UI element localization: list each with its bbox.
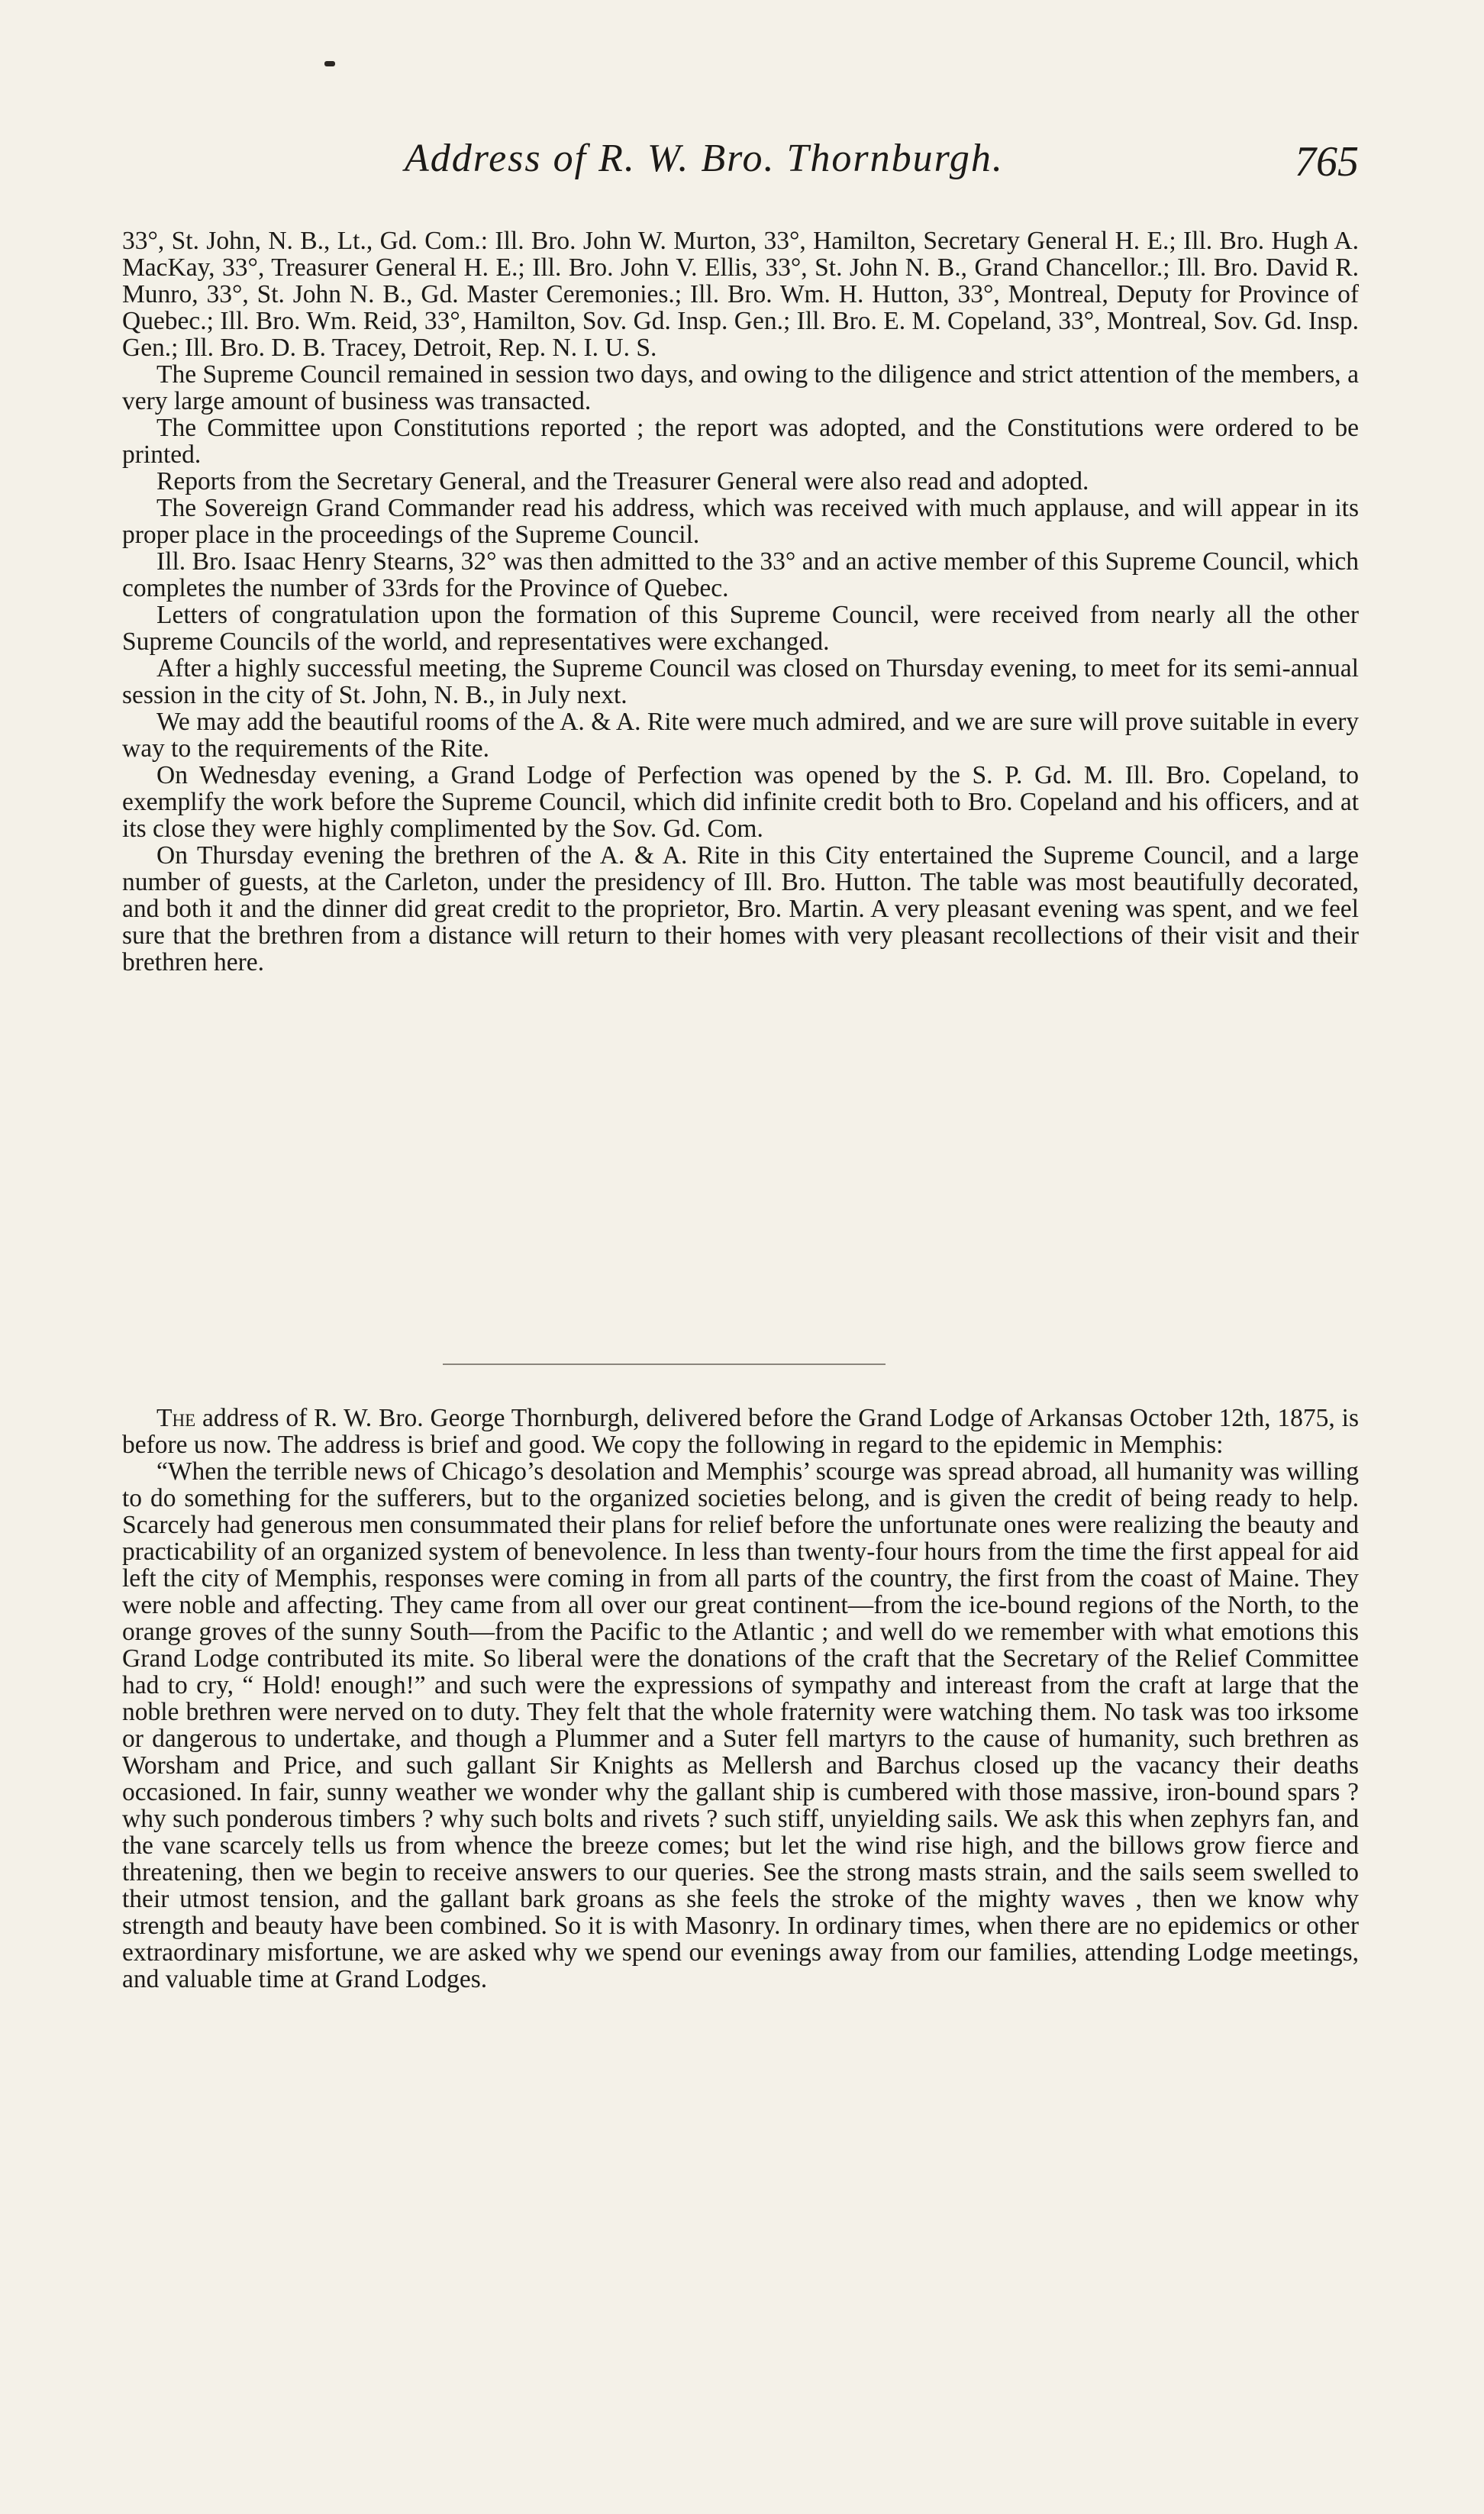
page-number: 765 <box>1295 138 1359 186</box>
running-title: Address of R. W. Bro. Thornburgh. <box>405 137 1004 180</box>
running-head <box>122 136 1359 197</box>
lead-word: The <box>156 1404 196 1432</box>
paragraph: The Committee upon Constitutions reported ; the report was adopted, and the Constitutions were ordered to be printed. <box>122 414 1359 469</box>
paragraph: Reports from the Secretary General, and the Treasurer General were also read and adopted. <box>156 467 1089 495</box>
section-supreme-council <box>122 228 1359 976</box>
paragraph: After a highly successful meeting, the Supreme Council was closed on Thursday evening, to meet for its semi-annual session in the city of St. John, N. B., in July next. <box>122 654 1359 709</box>
paragraph: 33°, St. John, N. B., Lt., Gd. Com.: Ill. Bro. John W. Murton, 33°, Hamilton, Secretary General H. E.; Ill. Bro. Hugh A. MacKay, 33°, Treasurer General H. E.; Ill. Bro. John V. Ellis, 33°, St. John N. B., Grand Chancellor.; Ill. Bro. David R. Munro, 33°, St. John N. B., Gd. Master Ceremonies.; Ill. Bro. Wm. H. Hutton, 33°, Montreal, Deputy for Province of Quebec.; Ill. Bro. Wm. Reid, 33°, Hamilton, Sov. Gd. Insp. Gen.; Ill. Bro. E. M. Copeland, 33°, Montreal, Sov. Gd. Insp. Gen.; Ill. Bro. D. B. Tracey, Detroit, Rep. N. I. U. S. <box>122 227 1359 362</box>
paragraph: On Thursday evening the brethren of the A. & A. Rite in this City entertained the Supreme Council, and a large number of guests, at the Carleton, under the presidency of Ill. Bro. Hutton. The table was most beautifully decorated, and both it and the dinner did great credit to the proprietor, Bro. Martin. A very pleasant evening was spent, and we feel sure that the brethren from a distance will return to their homes with very pleasant recollections of their visit and their brethren here. <box>122 841 1359 976</box>
ink-speck <box>324 61 335 66</box>
section-divider <box>443 1363 886 1365</box>
paragraph: Letters of congratulation upon the formation of this Supreme Council, were received from nearly all the other Supreme Councils of the world, and representatives were exchanged. <box>122 601 1359 656</box>
section-thornburgh-address <box>122 1405 1359 1993</box>
quotation-paragraph: “When the terrible news of Chicago’s desolation and Memphis’ scourge was spread abroad, all humanity was willing to do something for the sufferers, but to the organized societies belong, and is given the credit of being ready to help. Scarcely had generous men consummated their plans for relief before the unfortunate ones were realizing the beauty and practicability of an organized system of benevolence. In less than twenty-four hours from the time the first appeal for aid left the city of Memphis, responses were coming in from all parts of the country, the first from the coast of Maine. They were noble and affecting. They came from all over our great continent—from the ice-bound regions of the North, to the orange groves of the sunny South—from the Pacific to the Atlantic ; and well do we remember with what emotions this Grand Lodge contributed its mite. So liberal were the donations of the craft that the Secretary of the Relief Committee had to cry, “ Hold! enough!” and such were the expressions of sympathy and intereast from the craft at large that the noble brethren were nerved on to duty. They felt that the whole fraternity were watching them. No task was too irksome or dangerous to undertake, and though a Plummer and a Suter fell martyrs to the cause of humanity, such brethren as Worsham and Price, and such gallant Sir Knights as Mellersh and Barchus closed up the vacancy their deaths occasioned. In fair, sunny weather we wonder why the gallant ship is cumbered with those massive, iron-bound spars ? why such ponderous timbers ? why such bolts and rivets ? such stiff, unyielding sails. We ask this when zephyrs fan, and the vane scarcely tells us from whence the breeze comes; but let the wind rise high, and the billows grow fierce and threatening, then we begin to receive answers to our queries. See the strong masts strain, and the sails seem swelled to their utmost tension, and the gallant bark groans as she feels the stroke of the mighty waves , then we know why strength and beauty have been combined. So it is with Masonry. In ordinary times, when there are no epidemics or other extraordinary misfortune, we are asked why we spend our evenings away from our families, attending Lodge meetings, and valuable time at Grand Lodges. <box>122 1457 1359 1993</box>
intro-text: address of R. W. Bro. George Thornburgh, delivered before the Grand Lodge of Arkansas October 12th, 1875, is before us now. The address is brief and good. We copy the following in regard to the epidemic in Memphis: <box>122 1404 1359 1459</box>
intro-paragraph <box>122 1405 1359 1458</box>
paragraph: The Supreme Council remained in session two days, and owing to the diligence and strict attention of the members, a very large amount of business was transacted. <box>122 360 1359 415</box>
paragraph: The Sovereign Grand Commander read his address, which was received with much applause, and will appear in its proper place in the proceedings of the Supreme Council. <box>122 494 1359 549</box>
paragraph: We may add the beautiful rooms of the A. & A. Rite were much admired, and we are sure will prove suitable in every way to the requirements of the Rite. <box>122 708 1359 763</box>
paragraph: Ill. Bro. Isaac Henry Stearns, 32° was then admitted to the 33° and an active member of this Supreme Council, which completes the number of 33rds for the Province of Quebec. <box>122 547 1359 602</box>
paragraph: On Wednesday evening, a Grand Lodge of Perfection was opened by the S. P. Gd. M. Ill. Bro. Copeland, to exemplify the work before the Supreme Council, which did infinite credit both to Bro. Copeland and his officers, and at its close they were highly complimented by the Sov. Gd. Com. <box>122 761 1359 843</box>
